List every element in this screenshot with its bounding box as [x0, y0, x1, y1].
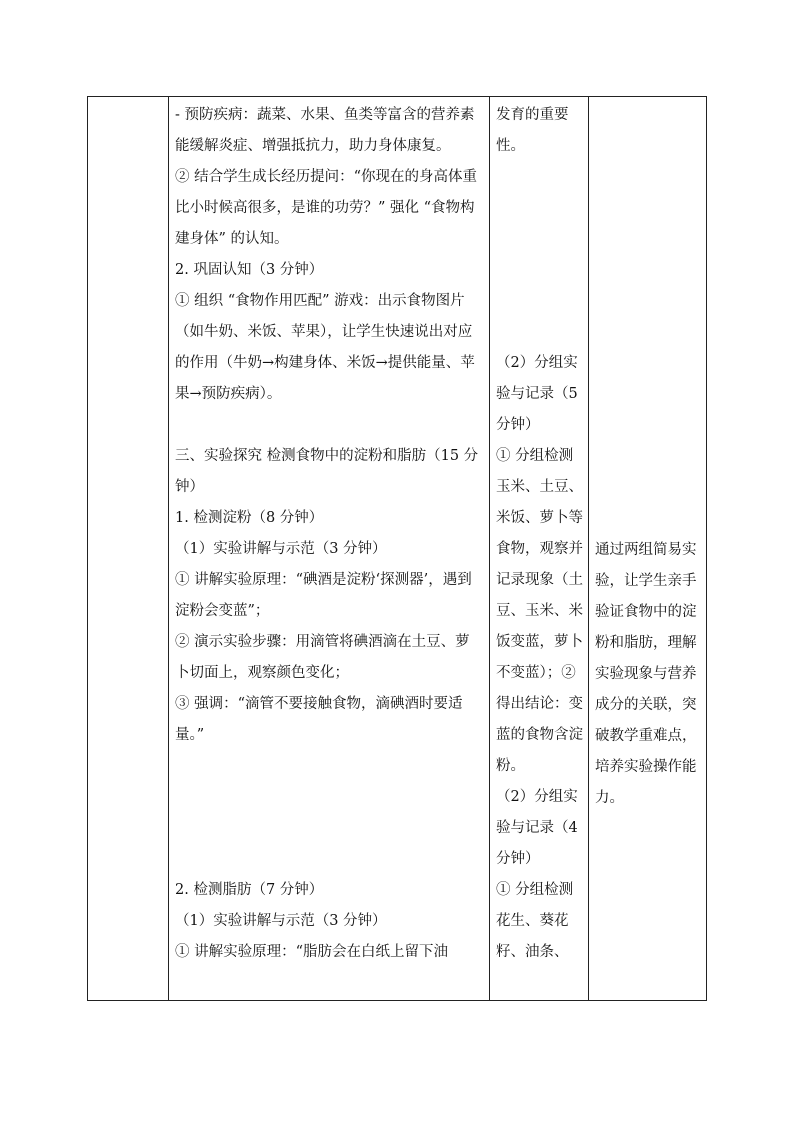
paragraph: 1. 检测淀粉（8 分钟） [175, 510, 324, 526]
paragraph: ① 分组检测花生、葵花籽、油条、 [496, 882, 574, 960]
paragraph: ① 讲解实验原理：“碘酒是淀粉‘探测器’，遇到淀粉会变蓝”； [175, 572, 472, 619]
teacher-activity-column [169, 97, 489, 968]
paragraph: ③ 强调：“滴管不要接触食物，滴碘酒时要适量。” [175, 696, 463, 743]
paragraph: 2. 检测脂肪（7 分钟） [175, 882, 324, 898]
paragraph: 通过两组简易实验，让学生亲手验证食物中的淀粉和脂肪，理解实验现象与营养成分的关联，突破教学重难点，培养实验操作能力。 [595, 542, 697, 806]
lesson-plan-table [87, 96, 707, 1001]
student-activity-column [490, 97, 588, 968]
design-intent-column [589, 535, 707, 814]
section-heading: 三、实验探究 检测食物中的淀粉和脂肪（15 分钟） [175, 448, 479, 495]
paragraph: - 预防疾病：蔬菜、水果、鱼类等富含的营养素能缓解炎症、增强抵抗力，助力身体康复。 [175, 107, 475, 154]
paragraph: （1）实验讲解与示范（3 分钟） [175, 913, 387, 929]
paragraph: ① 组织 “食物作用匹配” 游戏：出示食物图片（如牛奶、米饭、苹果），让学生快速说出对应的作用（牛奶→构建身体、米饭→提供能量、苹果→预防疾病）。 [175, 293, 475, 402]
paragraph: ① 分组检测玉米、土豆、米饭、萝卜等食物，观察并记录现象（土豆、玉米、米饭变蓝，萝卜不变蓝）；② 得出结论：变蓝的食物含淀粉。 [496, 448, 583, 774]
paragraph: （2）分组实验与记录（4 分钟） [496, 789, 578, 867]
paragraph: （2）分组实验与记录（5 分钟） [496, 355, 578, 433]
paragraph: ② 演示实验步骤：用滴管将碘酒滴在土豆、萝卜切面上，观察颜色变化； [175, 634, 470, 681]
paragraph: 发育的重要性。 [496, 107, 569, 154]
paragraph: （1）实验讲解与示范（3 分钟） [175, 541, 387, 557]
paragraph: 2. 巩固认知（3 分钟） [175, 262, 324, 278]
paragraph: ① 讲解实验原理：“脂肪会在白纸上留下油 [175, 944, 449, 960]
paragraph: ② 结合学生成长经历提问：“你现在的身高体重比小时候高很多，是谁的功劳？” 强化 “食物构建身体” 的认知。 [175, 169, 478, 247]
